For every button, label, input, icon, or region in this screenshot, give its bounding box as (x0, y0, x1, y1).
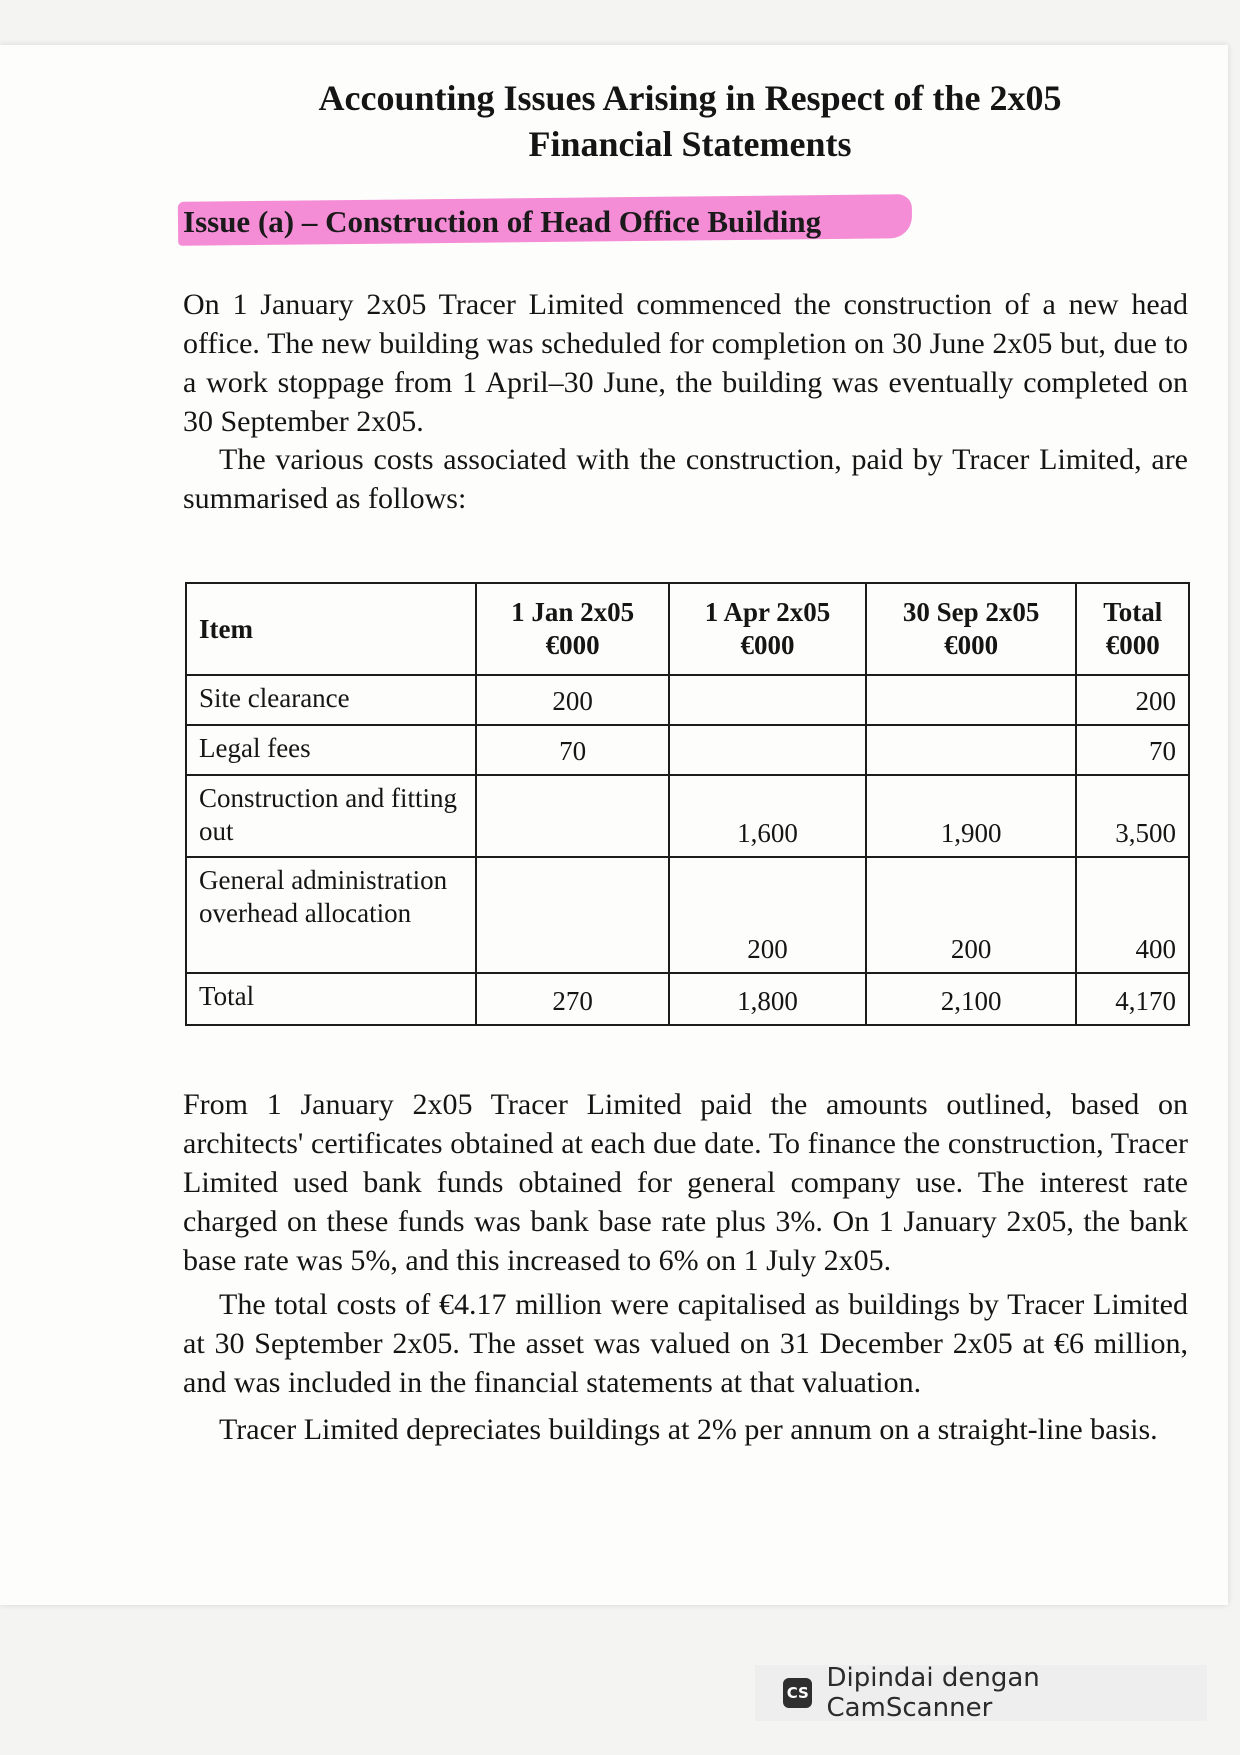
cell-value: 200 (476, 675, 669, 725)
intro-paragraph: On 1 January 2x05 Tracer Limited commenced the construction of a new head office. The new building was scheduled for completion on 30 June 2x05 but, due to a work stoppage from 1 April–30 June, the building was eventually completed on 30 September 2x05. (183, 288, 1188, 438)
table-row (186, 857, 1189, 973)
camscanner-watermark (755, 1665, 1207, 1721)
cell-item: Total (186, 973, 476, 1025)
cell-total: 4,170 (1076, 973, 1189, 1025)
cell-value: 2,100 (866, 973, 1077, 1025)
header-1-jan: 1 Jan 2x05 €000 (476, 583, 669, 675)
title-line-1: Accounting Issues Arising in Respect of the 2x05 (318, 78, 1062, 118)
header-1-apr: 1 Apr 2x05 €000 (669, 583, 865, 675)
cell-item: General administration overhead allocation (186, 857, 476, 973)
cell-total: 70 (1076, 725, 1189, 775)
construction-costs-table (185, 582, 1190, 1026)
page-title (180, 75, 1200, 167)
cell-item: Construction and fitting out (186, 775, 476, 857)
cell-value: 1,800 (669, 973, 865, 1025)
cell-value: 1,600 (669, 775, 865, 857)
table-row (186, 725, 1189, 775)
table-row (186, 675, 1189, 725)
cell-total: 200 (1076, 675, 1189, 725)
cell-value (669, 725, 865, 775)
cell-value (669, 675, 865, 725)
cell-total: 3,500 (1076, 775, 1189, 857)
issue-heading: Issue (a) – Construction of Head Office Building (183, 204, 822, 239)
table-total-row (186, 973, 1189, 1025)
cell-value: 1,900 (866, 775, 1077, 857)
header-30-sep: 30 Sep 2x05 €000 (866, 583, 1077, 675)
camscanner-text: Dipindai dengan CamScanner (826, 1663, 1040, 1723)
cell-item: Legal fees (186, 725, 476, 775)
title-line-2: Financial Statements (528, 124, 852, 164)
financing-paragraph: From 1 January 2x05 Tracer Limited paid the amounts outlined, based on architects' certificates obtained at each due date. To finance the construction, Tracer Limited used bank funds obtained for general company use. The interest rate charged on these funds was bank base rate plus 3%. On 1 January 2x05, the bank base rate was 5%, and this increased to 6% on 1 July 2x05. (183, 1088, 1188, 1277)
cell-value (476, 857, 669, 973)
cell-total: 400 (1076, 857, 1189, 973)
table-row (186, 775, 1189, 857)
depreciation-paragraph: Tracer Limited depreciates buildings at 2% per annum on a straight-line basis. (219, 1413, 1158, 1446)
capitalisation-paragraph: The total costs of €4.17 million were capitalised as buildings by Tracer Limited at 30 September 2x05. The asset was valued on 31 December 2x05 at €6 million, and was included in the financial statements at that valuation. (183, 1288, 1188, 1399)
cell-value: 200 (866, 857, 1077, 973)
cell-value: 270 (476, 973, 669, 1025)
camscanner-logo-icon: CS (783, 1678, 812, 1708)
cell-value: 200 (669, 857, 865, 973)
header-item: Item (186, 583, 476, 675)
table-header-row (186, 583, 1189, 675)
cell-item: Site clearance (186, 675, 476, 725)
cell-value (476, 775, 669, 857)
cell-value (866, 675, 1077, 725)
header-total: Total €000 (1076, 583, 1189, 675)
cell-value: 70 (476, 725, 669, 775)
costs-intro-paragraph: The various costs associated with the construction, paid by Tracer Limited, are summarised as follows: (183, 443, 1188, 515)
cell-value (866, 725, 1077, 775)
